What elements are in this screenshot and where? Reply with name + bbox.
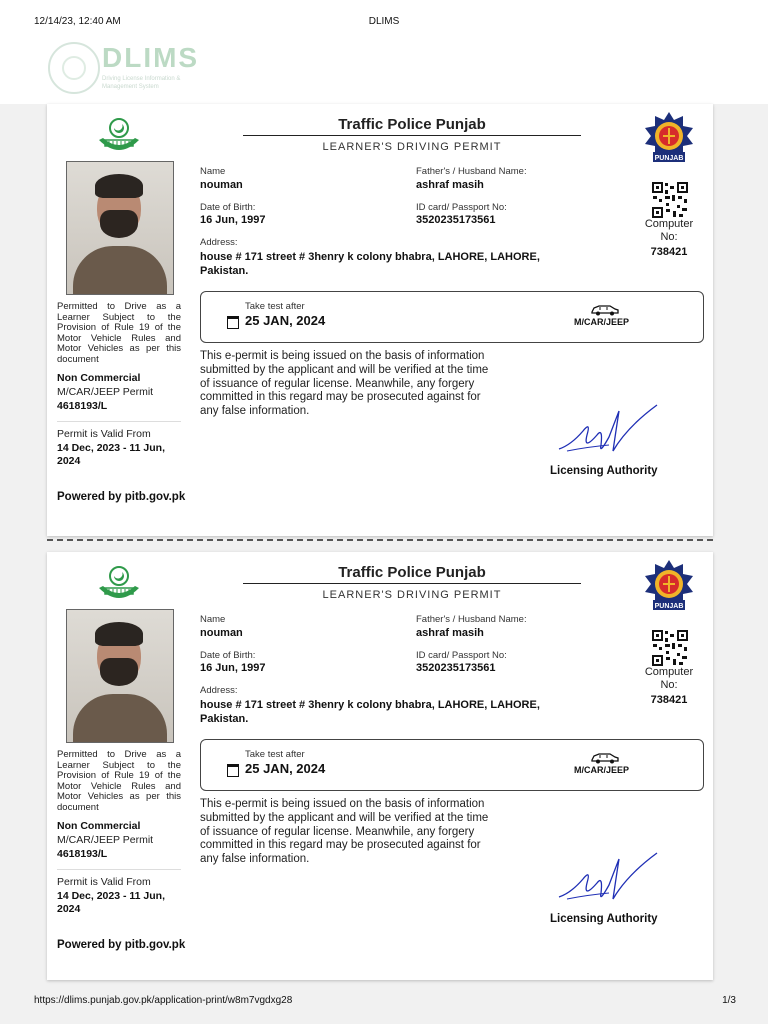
valid-label: Permit is Valid From — [57, 876, 151, 888]
permit-note: Permitted to Drive as a Learner Subject to the Provision of Rule 19 of the Motor Vehicle Rules and Motor Vehicles as per this document — [57, 301, 181, 365]
print-header — [0, 0, 768, 104]
dlims-tagline: Driving License Information & Management System — [102, 76, 181, 90]
valid-label: Permit is Valid From — [57, 428, 151, 440]
permit-type: M/CAR/JEEP Permit — [57, 386, 154, 398]
id-label: ID card/ Passport No: — [416, 650, 507, 661]
name-value: nouman — [200, 627, 243, 639]
police-badge-text: PUNJAB — [654, 155, 684, 162]
test-date: 25 JAN, 2024 — [245, 313, 326, 328]
name-label: Name — [200, 614, 226, 625]
father-value: ashraf masih — [416, 627, 484, 639]
applicant-photo — [66, 161, 174, 295]
car-icon — [590, 304, 620, 316]
print-title: DLIMS — [368, 16, 400, 27]
test-label: Take test after — [245, 301, 305, 312]
permit-type: M/CAR/JEEP Permit — [57, 834, 154, 846]
powered-by: Powered by pitb.gov.pk — [57, 491, 186, 503]
applicant-photo — [66, 609, 174, 743]
signature-icon — [557, 401, 661, 459]
id-label: ID card/ Passport No: — [416, 202, 507, 213]
signature-icon — [557, 849, 661, 907]
powered-by: Powered by pitb.gov.pk — [57, 939, 186, 951]
address-value: house # 171 street # 3henry k colony bhabra, LAHORE, LAHORE, Pakistan. — [200, 699, 540, 725]
page-number: 1/3 — [722, 995, 736, 1006]
qr-code-icon — [651, 181, 689, 219]
test-label: Take test after — [245, 749, 305, 760]
father-label: Father's / Husband Name: — [416, 166, 527, 177]
address-value: house # 171 street # 3henry k colony bhabra, LAHORE, LAHORE, Pakistan. — [200, 251, 540, 277]
vehicle-category: M/CAR/JEEP — [574, 765, 630, 775]
name-value: nouman — [200, 179, 243, 191]
computer-no-label: Computer No: — [644, 218, 694, 243]
permit-number: 4618193/L — [57, 400, 108, 412]
category-type: Non Commercial — [57, 820, 141, 832]
permit-card — [47, 104, 713, 536]
calendar-icon — [227, 316, 239, 329]
father-value: ashraf masih — [416, 179, 484, 191]
name-label: Name — [200, 166, 226, 177]
dob-label: Date of Birth: — [200, 650, 256, 661]
police-badge-icon — [643, 110, 695, 166]
permit-note: Permitted to Drive as a Learner Subject to the Provision of Rule 19 of the Motor Vehicle Rules and Motor Vehicles as per this document — [57, 749, 181, 813]
valid-range: 14 Dec, 2023 - 11 Jun, 2024 — [57, 890, 165, 915]
permit-title: LEARNER'S DRIVING PERMIT — [322, 141, 502, 153]
category-type: Non Commercial — [57, 372, 141, 384]
dlims-logo-text: DLIMS — [102, 42, 200, 73]
licensing-authority: Licensing Authority — [550, 465, 658, 477]
dlims-emblem-icon — [48, 42, 100, 94]
father-label: Father's / Husband Name: — [416, 614, 527, 625]
epermit-text: This e-permit is being issued on the basis of information submitted by the applicant and will be verified at the time of issuance of regular license. Meanwhile, any forgery committed in this regard may be prosecuted against for any false information. — [200, 350, 489, 418]
dob-label: Date of Birth: — [200, 202, 256, 213]
qr-code-icon — [651, 629, 689, 667]
divider — [57, 869, 181, 870]
punjab-emblem-icon — [95, 114, 143, 158]
computer-no-value: 738421 — [650, 694, 688, 706]
address-label: Address: — [200, 237, 238, 248]
dob-value: 16 Jun, 1997 — [200, 662, 266, 674]
vehicle-category: M/CAR/JEEP — [574, 317, 630, 327]
permit-number: 4618193/L — [57, 848, 108, 860]
computer-no-label: Computer No: — [644, 666, 694, 691]
id-value: 3520235173561 — [416, 214, 496, 226]
id-value: 3520235173561 — [416, 662, 496, 674]
cut-line — [47, 539, 713, 541]
authority-title: Traffic Police Punjab — [338, 116, 486, 133]
police-badge-icon — [643, 558, 695, 614]
permit-card — [47, 552, 713, 980]
dob-value: 16 Jun, 1997 — [200, 214, 266, 226]
car-icon — [590, 752, 620, 764]
epermit-text: This e-permit is being issued on the basis of information submitted by the applicant and will be verified at the time of issuance of regular license. Meanwhile, any forgery committed in this regard may be prosecuted against for any false information. — [200, 798, 489, 866]
divider — [57, 421, 181, 422]
test-date: 25 JAN, 2024 — [245, 761, 326, 776]
permit-title: LEARNER'S DRIVING PERMIT — [322, 589, 502, 601]
print-url: https://dlims.punjab.gov.pk/application-print/w8m7vgdxg28 — [34, 995, 293, 1006]
valid-range: 14 Dec, 2023 - 11 Jun, 2024 — [57, 442, 165, 467]
address-label: Address: — [200, 685, 238, 696]
title-underline — [243, 135, 581, 136]
licensing-authority: Licensing Authority — [550, 913, 658, 925]
computer-no-value: 738421 — [650, 246, 688, 258]
print-datetime: 12/14/23, 12:40 AM — [34, 16, 121, 27]
authority-title: Traffic Police Punjab — [338, 564, 486, 581]
police-badge-text: PUNJAB — [654, 603, 684, 610]
punjab-emblem-icon — [95, 562, 143, 606]
title-underline — [243, 583, 581, 584]
calendar-icon — [227, 764, 239, 777]
dlims-logo — [48, 42, 208, 94]
